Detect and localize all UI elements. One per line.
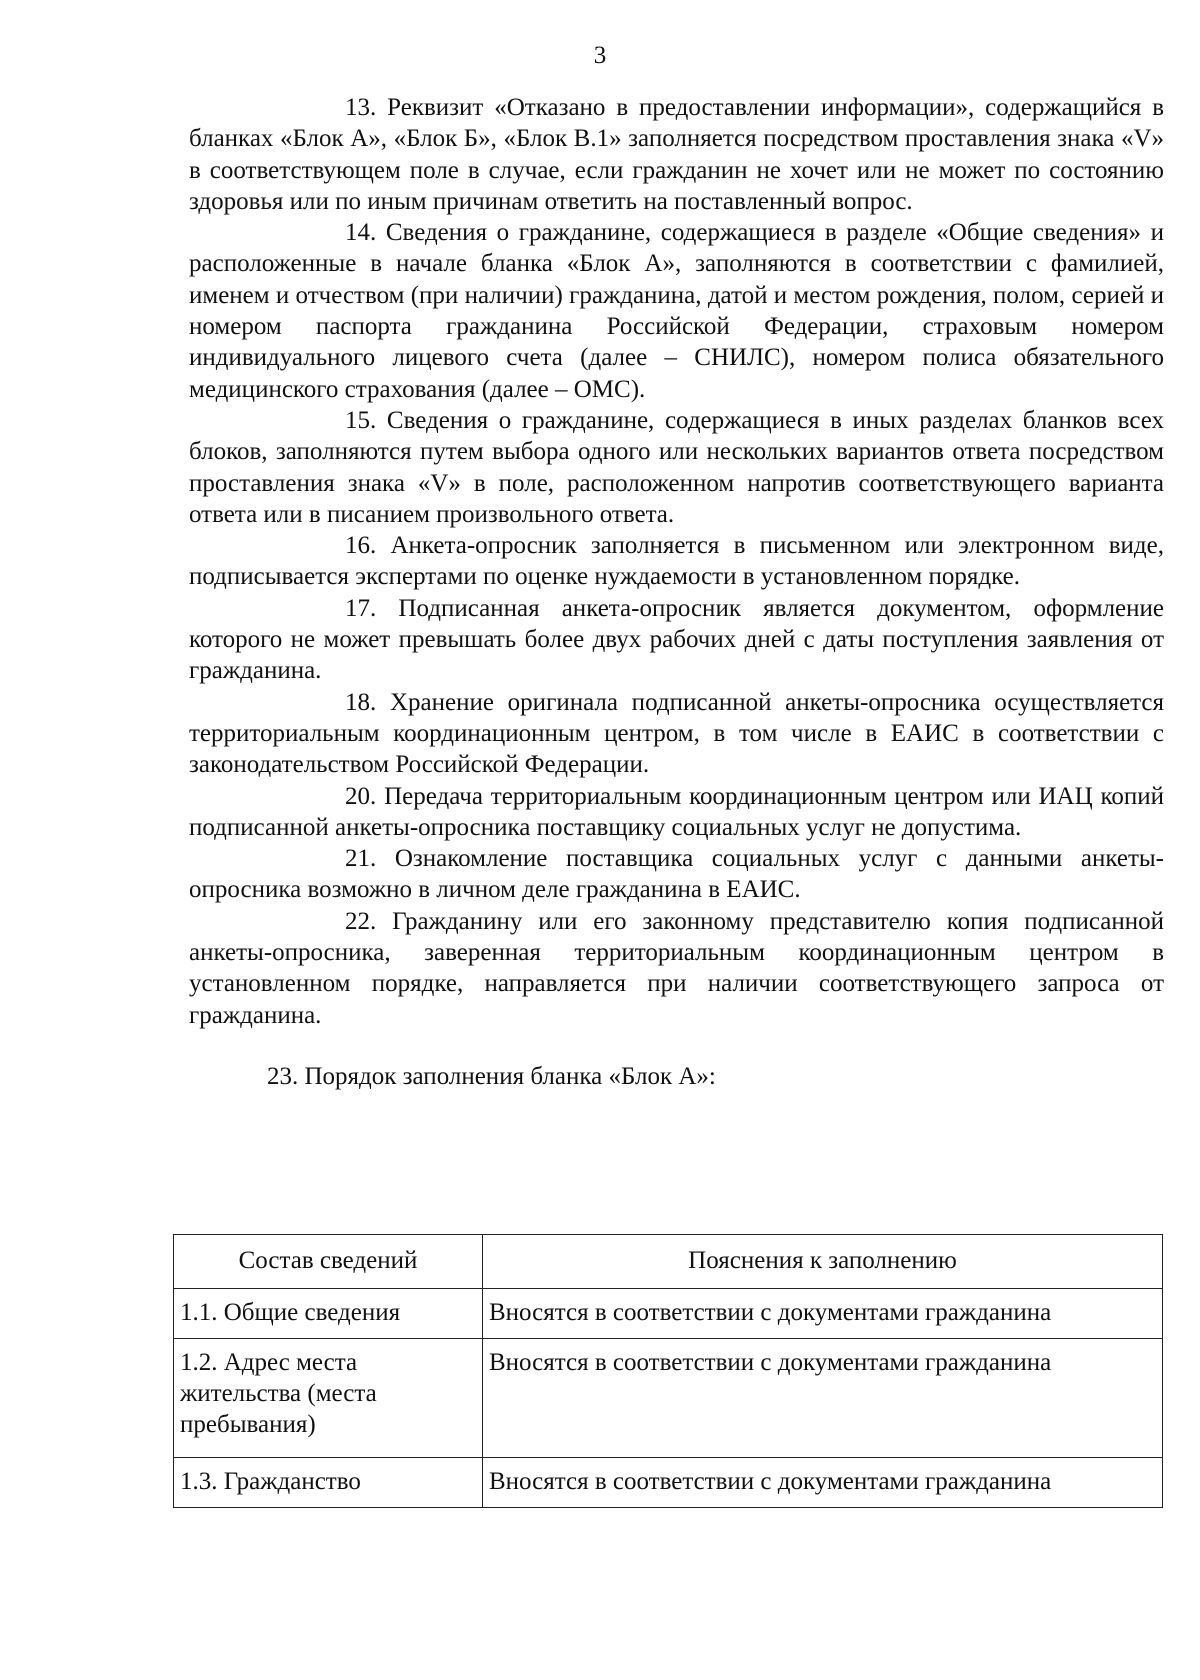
paragraph-text: Хранение оригинала подписанной анкеты-опросника осуществляется территориальным координационным центром, в том числе в ЕАИС в соответствии с законодательством Российской Федерации. [189, 688, 1165, 779]
paragraph-15 [189, 405, 1164, 530]
paragraph-text: Сведения о гражданине, содержащиеся в разделе «Общие сведения» и расположенные в начале бланка «Блок А», заполняются в соответствии с фамилией, именем и отчеством (при наличии) гражданина, датой и местом рождения, полом, серией и номером паспорта гражданина Российской Федерации, страховым номером индивидуального лицевого счета (далее – СНИЛС), номером полиса обязательного медицинского страхования (далее – ОМС). [189, 219, 1164, 403]
paragraph-text: Подписанная анкета-опросник является документом, оформление которого не может превышать более двух рабочих дней с даты поступления заявления от гражданина. [189, 594, 1165, 685]
table-cell-composition: 1.1. Общие сведения [174, 1289, 483, 1339]
paragraph-number: 22. [345, 907, 377, 935]
paragraph-number: 18. [345, 688, 377, 716]
paragraph-text: Передача территориальным координационным центром или ИАЦ копий подписанной анкеты-опросника поставщику социальных услуг не допустима. [189, 782, 1164, 841]
paragraph-text: Сведения о гражданине, содержащиеся в иных разделах бланков всех блоков, заполняются путем выбора одного или нескольких вариантов ответа посредством проставления знака «V» в поле, расположенном напротив соответствующего варианта ответа или в писанием произвольного ответа. [189, 406, 1165, 528]
paragraph-16 [189, 530, 1164, 593]
paragraph-number: 16. [345, 532, 377, 560]
paragraph-text: Реквизит «Отказано в предоставлении информации», содержащийся в бланках «Блок А», «Блок Б», «Блок В.1» заполняется посредством проставления знака «V» в соответствующем поле в случае, если гражданин не хочет или не может по состоянию здоровья или по иным причинам ответить на поставленный вопрос. [189, 94, 1165, 215]
paragraph-22 [189, 906, 1164, 1031]
table-row [174, 1289, 1163, 1339]
table-row [174, 1458, 1163, 1508]
paragraph-13 [189, 92, 1164, 217]
document-body [189, 92, 1164, 1092]
block-a-table [173, 1234, 1163, 1508]
table-row [174, 1339, 1163, 1458]
paragraph-20 [189, 781, 1164, 844]
table-header-composition: Состав сведений [174, 1235, 483, 1289]
paragraph-number: 21. [345, 845, 377, 873]
page-number: 3 [593, 42, 607, 69]
paragraph-text: Ознакомление поставщика социальных услуг с данными анкеты-опросника возможно в личном деле гражданина в ЕАИС. [189, 845, 1164, 904]
table-cell-explanation: Вносятся в соответствии с документами гражданина [483, 1458, 1163, 1508]
paragraph-number: 15. [345, 406, 377, 434]
paragraph-21 [189, 843, 1164, 906]
section-23-heading: 23. Порядок заполнения бланка «Блок А»: [267, 1062, 716, 1090]
table-cell-explanation: Вносятся в соответствии с документами гражданина [483, 1289, 1163, 1339]
paragraph-number: 17. [345, 594, 377, 622]
table-header-explanation: Пояснения к заполнению [483, 1235, 1163, 1289]
table-cell-composition: 1.3. Гражданство [174, 1458, 483, 1508]
paragraph-text: Гражданину или его законному представителю копия подписанной анкеты-опросника, заверенная территориальным координационным центром в установленном порядке, направляется при наличии соответствующего запроса от гражданина. [189, 907, 1164, 1029]
table-header-row [174, 1235, 1163, 1289]
paragraph-17 [189, 593, 1164, 687]
paragraph-number: 14. [345, 219, 377, 247]
table-cell-composition: 1.2. Адрес места жительства (места пребывания) [174, 1339, 483, 1458]
table-cell-explanation: Вносятся в соответствии с документами гражданина [483, 1339, 1163, 1458]
paragraph-14 [189, 217, 1164, 405]
paragraph-number: 20. [345, 782, 377, 810]
paragraph-number: 13. [345, 94, 377, 121]
paragraph-18 [189, 687, 1164, 781]
paragraph-text: Анкета-опросник заполняется в письменном или электронном виде, подписывается экспертами по оценке нуждаемости в установленном порядке. [189, 532, 1165, 591]
